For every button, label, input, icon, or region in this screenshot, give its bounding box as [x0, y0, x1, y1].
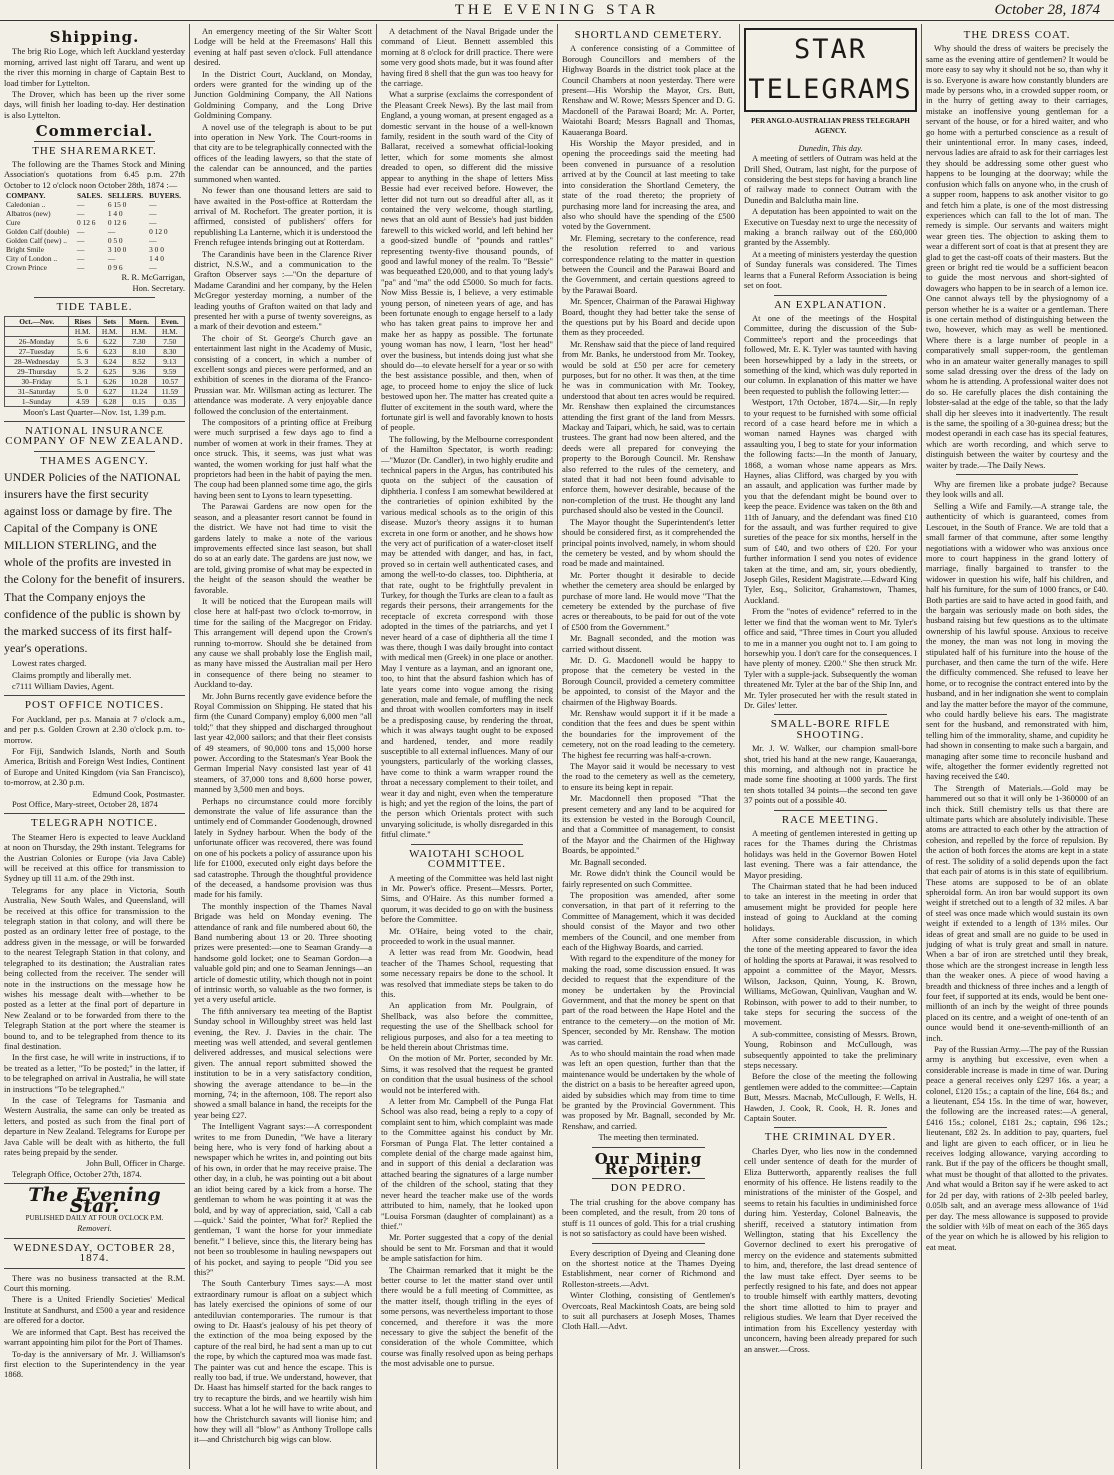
header-date: October 28, 1874	[994, 2, 1100, 18]
divider	[4, 1268, 185, 1269]
paragraph: After some considerable discussion, in which the tone of the meeting appeared to favor the idea of holding the sports at Parawai, it was resolved to appoint a committee of the Mayor, Messrs. Wilson, Jackson, Quinn, Young, K. Brown, Williams, McGowan, Quinlivan, Vaughan and W. Robinson, with power to add to their number, to take steps for securing the success of the movement.	[744, 934, 917, 1028]
table-cell: 31–Saturday	[5, 386, 69, 396]
table-cell: 8.52	[123, 356, 155, 366]
table-cell: Golden Calf (new) ..	[6, 236, 67, 246]
table-cell: —	[149, 263, 157, 273]
divider	[34, 141, 155, 142]
paragraph: A conference consisting of a Committee of Borough Councillors and members of the Highway Boards in the district took place at the Council Chambers at noon yesterday. There were present—His Worship the Mayor, Crs. Butt, Renshaw and W. Rowe; Messrs Spencer and D. G. Macdonell of the Parawai Board; Mr. A. Porter, Waiotahi Board; Messrs Bagnall and Thomas, Kauaeranga Board.	[562, 43, 735, 137]
paragraph: For Auckland, per p.s. Manaia at 7 o'clock a.m., and per p.s. Golden Crown at 2.30 o'clock p.m. to-morrow.	[4, 713, 185, 745]
table-cell: —	[76, 236, 85, 246]
paragraph: Mr. O'Haire, being voted to the chair, proceeded to work in the usual manner.	[381, 925, 553, 946]
table-cell: 3 10 0	[107, 245, 127, 255]
paragraph: The Carandinis have been in the Clarence River district, N.S.W., and a communication to the Grafton Observer says :—"On the departure of Madame Carandini and her company, by the Helen McGregor yesterday morning, a number of the leading youths of Grafton waited on that lady and presented her with a purse of twenty sovereigns, as a mark of their devotion and esteem."	[194, 248, 372, 332]
table-cell: 1–Sunday	[5, 396, 69, 406]
dyer-heading: THE CRIMINAL DYER.	[764, 1131, 897, 1144]
table-cell: H.M.	[155, 326, 184, 336]
table-row	[4, 200, 185, 209]
column-5	[744, 26, 917, 1466]
paragraph: A detachment of the Naval Brigade under the command of Lieut. Bennett assembled this morning at 8 o'clock for drill practice. There were some very good shots made, but it was found after having fired 8 shell that the gun was too heavy for the carriage.	[381, 26, 553, 89]
table-cell: 5. 6	[69, 336, 97, 346]
star-telegrams-banner: STAR TELEGRAMS	[744, 28, 917, 112]
table-row	[4, 236, 185, 245]
table-cell: 10.57	[155, 376, 184, 386]
paragraph: That the Company enjoys the confidence of the public is shown by the marked success of its first half-year's operations.	[4, 590, 181, 656]
publication-note: PUBLISHED DAILY AT FOUR O'CLOCK P.M.	[25, 1214, 164, 1223]
table-header: Oct.—Nov.	[5, 316, 69, 326]
paragraph: Mr. Spencer, Chairman of the Parawai Highway Board, thought they had better take the sense of the questions put by his Board and decide upon them as they proceeded.	[562, 296, 735, 338]
table-row	[4, 263, 185, 272]
masthead: THE EVENING STAR	[454, 2, 660, 18]
rifle-heading: SMALL-BORE RIFLE SHOOTING.	[770, 718, 891, 741]
paragraph: The trial crushing for the above company has been completed, and the result, from 20 tons of stuff is 11 ounces of gold. This for a trial crushing is not so satisfactory as could have been wished.	[562, 1196, 735, 1239]
race-heading: RACE MEETING.	[781, 813, 880, 826]
paragraph: The following are the Thames Stock and Mining Association's quotations from 6.45 p.m. 27th October to 12 o'clock noon October 28th, 1874 :—	[4, 159, 185, 190]
table-cell: 6.25	[96, 366, 123, 376]
divider	[774, 295, 887, 296]
paragraph: The brig Rio Loge, which left Auckland yesterday morning, arrived last night off Tararu, and went up the river this morning in charge of Captain Best to load timber for Lyttelton.	[4, 46, 185, 88]
table-cell: —	[76, 209, 85, 219]
table-cell: 6 15 0	[107, 200, 127, 210]
paragraph: Lowest rates charged.	[12, 658, 87, 669]
paragraph: Why should the dress of waiters be precisely the same as the evening attire of gentlemen? It would be more easy to say why it should not be so, than why it is so. Everyone is aware how constantly blunders are made by persons who, in a crowded supper room, or in the hurry of getting away to their carriages, mistake an inoffensive young gentleman for a servant of the house, or for a hired waiter, and who go home with a perturbed conscience as a result of their unintentional error. In many cases, indeed, nervous ladies are afraid to ask for their carriages lest they should be addressing some other guest who happens to be lounging at the doorway; while the confusion which falls on anyone who, in the crush of a supper room, happens to ask another visitor to go and fetch him a plate, is one of the most distressing experiences which can fall to the lot of man. The remedy is simple. Our servants and waiters might wear green ties. The objection to asking them to wear a different sort of coat is that at present they are glad to get the cast-off coats of their masters. But the green or bright red tie would be a sufficient beacon to guide the most nervous and short-sighted of dowagers who happen to be in search of a lemon ice. One cannot always tell by the physiognomy of a person whether he is a waiter or a gentleman. There is one certain method of distinguishing between the two, however, which may as well be mentioned. Where there is a large number of people in a comparatively small supper-room, the gentleman who in an amateur waiter generally manages to spill some salad dressing over the dress of the lady on whom he is attending. A professional waiter does not do so. He carefully places the dish containing the lobster-salad at the edge of the table, so that the lady shall dip her sleeves into it inadvertently. The result is the same, the spoiling of a 30-guinea dress; but the modest operandi in each case has its special features, which are worth recording, and which serve to distinguish between the waiter by courtesy and the waiter by trade.—The Daily News.	[926, 43, 1108, 470]
table-row	[4, 218, 185, 227]
column-rule	[921, 24, 922, 1469]
paragraph: A letter was read from Mr. Goodwin, head teacher of the Thames School, requesting that some necessary repairs be done to the school. It was resolved that immediate steps be taken to do this.	[381, 947, 553, 999]
table-row	[4, 227, 185, 236]
divider	[592, 1147, 705, 1148]
paragraph: Mr. Rowe didn't think the Council would be fairly represented on such Committee.	[562, 868, 735, 889]
paragraph: In the District Court, Auckland, on Monday, orders were granted for the winding up of the Junction Goldmining Company, the All Nations Goldmining Company, and the Long Drive Goldmining Company.	[194, 68, 372, 121]
table-row	[4, 245, 185, 254]
paragraph: What a surprise (exclaims the correspondent of the Pleasant Creek News). By the last mail from England, a young woman, at present engaged as a domestic servant in the house of a well-known family, resident in the south ward of the City of Ballarat, received a somewhat official-looking letter, which for some moments she almost dreaded to open, so different did the missive appear to anything in the shape of letters Miss Bessie had ever received before. However, the letter did not turn out so dreadful after all, as it contained the very welcome, though startling, news that an old aunt of Bessie's had just bidden farewell to this wicked world, and left behind her a good-sized bundle of "pounds and rattles" representing twenty-five thousand pounds, of good and lawful money of the realm. To "Bessie" was bequeathed £20,000, and to that young lady's "pa" and "ma" the odd £5000. So much for facts. Now Miss Bessie is, I believe, a very estimable young person, of nineteen years of age, and has been fortunate enough to engage herself to a lady who has taken great pains to improve her and make her as happy as possible. The fortunate young woman has now, I learn, "lost her head" over the business, but intends doing just what she should do—to elevate herself for a year or so with the best assistance possible, and then, when of age, to proceed home to enjoy the slice of luck bestowed upon her. The matter has created quite a flutter of excitement in the south ward, where the fortunate girl is well and favorably known to hosts of people.	[381, 89, 553, 433]
paragraph: Pay of the Russian Army.—The pay of the Russian army is anything but excessive, even when a considerable increase is made in time of war. During peace a general receives only £297 16s. a year; a colonel, £120 15s.; a captain of the line, £64 8s.; and a lieutenant, £54 15s. In the time of war, however, the following are the increased rates:—A general, £416 15s.; colonel, £181 2s.; captain, £96 12s.; lieutenant, £82 2s. In addition to pay, quarters, fuel and light are given to each officer, or in lieu he receives lodging allowance, varying according to rank. But if the pay of the officers be thought small, what must be thought of that allotted to the privates. And what would a Briton say if he were asked to act for 2d per day, with rations of 2-3lb peeled barley, 0.05lb salt, and an average mess allowance of 1¼d per day. The mess allowance is supposed to provide the soldier with ½lb of meat on each of the 365 days of the year on which he is allowed by his religion to eat meat.	[926, 1044, 1108, 1252]
table-cell: 10.28	[123, 376, 155, 386]
column-4	[562, 26, 735, 1466]
divider	[4, 695, 185, 696]
paragraph: From the "notes of evidence" referred to in the letter we find that the woman went to Mr. Tyler's office and said, "Three times in Court you alluded to me in a manner you ought not to. I am going to horsewhip you. I don't care for the consequences. I have plenty of money. £200." She then struck Mr. Tyler with a supple-jack. Subsequently the woman threatened Mr. Tyler at the bar of the Ship Inn, and Mr. Tyler prosecuted her with the result stated in Dr. Giles' letter.	[744, 606, 917, 710]
dateline: Post Office, Mary-street, October 28, 1874	[12, 799, 158, 809]
table-cell: H.M.	[69, 326, 97, 336]
table-cell: 7.30	[123, 336, 155, 346]
paragraph: The Chairman stated that he had been induced to take an interest in the meeting in order that amusement might be provided for people here instead of going to Auckland at the coming holidays.	[744, 881, 917, 933]
table-cell: 5. 2	[69, 366, 97, 376]
table-cell: Crown Prince	[6, 263, 47, 273]
divider	[774, 810, 887, 811]
table-cell: 5. 0	[69, 386, 97, 396]
table-cell: Golden Calf (double)	[6, 227, 70, 237]
table-cell: —	[76, 245, 85, 255]
paragraph: Mr. Porter suggested that a copy of the denial should be sent to Mr. Forsman and that it would be ample satisfaction for him.	[381, 1232, 553, 1264]
paragraph: Mr. Porter thought it desirable to decide whether the cemetery area should be enlarged by purchase of more land. He would move "That the cemetery be extended by the purchase of five acres or thereabouts, to be paid for out of the vote of £500 from the Government."	[562, 569, 735, 632]
table-header: BUYERS.	[149, 191, 181, 201]
share-table	[4, 191, 185, 272]
table-cell: 1 4 0	[107, 209, 123, 219]
dress-coat-heading: THE DRESS COAT.	[963, 29, 1071, 41]
table-cell: H.M.	[96, 326, 123, 336]
table-cell: 7.50	[155, 336, 184, 346]
moon-note: Moon's Last Quarter—Nov. 1st, 1.39 p.m.	[22, 406, 167, 417]
paragraph: On the motion of Mr. Porter, seconded by Mr. Sims, it was resolved that the request be granted on condition that the usual business of the school would not be interfered with.	[381, 1053, 553, 1095]
paragraph: Mr. Renshaw said that the piece of land required from Mr. Banks, he understood from Mr. Tookey, would be sold at £50 per acre for cemetery purposes, but for no other. It was then, at the time he was in communication with Mr. Tookey, understood that about ten acres would be required. Mr. Renshaw then explained the circumstances attending the first grant of the land from Messrs. Mackay and Taipari, which, he said, was to certain trustees. The grant had now been altered, and the deeds were all prepared for conveying the property to the Borough Council. Mr. Renshaw also referred to the rules of the cemetery, and stated that it had not been found advisable to enforce them, however desirable, because of the non-completion of the trust. He thought any land purchased should also be vested in the Council.	[562, 338, 735, 516]
divider	[592, 1178, 705, 1179]
agency-heading: THAMES AGENCY.	[40, 454, 149, 467]
table-row	[5, 376, 185, 386]
paragraph: The Parawai Gardens are now open for the season, and a pleasanter resort cannot be found in the district. We have not had time to visit the gardens lately to make a note of the various improvements effected since last season, but shall do so at an early date. The gardens are just now, we are told, giving promise of what may be expected in the height of the season should the weather be favorable.	[194, 501, 372, 595]
divider	[34, 297, 155, 298]
paragraph: The compositors of a printing office at Freiburg were much surprised a few days ago to find a number of women at work in their frames. They at once struck. This, it seems, was just what was wanted, the women working for just half what the proprietors had been in the habit of paying the men. The coup had been planned some time ago, the girls having been sent to Lyons to learn typesetting.	[194, 417, 372, 500]
table-cell: 6.22	[96, 336, 123, 346]
table-cell: 26–Monday	[5, 336, 69, 346]
paragraph: The Mayor said it would be necessary to vest the road to the cemetery as well as the cemetery, to ensure its being kept in repair.	[562, 761, 735, 792]
paragraph: A sub-committee, consisting of Messrs. Brown, Young, Robinson and McCullough, was subsequently appointed to take the preliminary steps necessary.	[744, 1028, 917, 1070]
table-cell: 9.36	[123, 366, 155, 376]
paragraph: A meeting of the Committee was held last night in Mr. Power's office. Present—Messrs. Porter, Sims, and O'Haire. As this number formed a quorum, it was decided to go on with the business before the Committee.	[381, 872, 553, 925]
paragraph: His Worship the Mayor presided, and in opening the proceedings said the meeting had been convened in pursuance of a resolution arrived at by the Council at last meeting to take into consideration the Shortland Cemetery, the state of the road thereto; the propriety of purchasing more land for increasing the area, and also who should have the spending of the £500 voted by the Government.	[562, 138, 735, 232]
paragraph: Mr. Macdonnell then proposed "That the present cemetery and any land to be acquired for its extension be vested in the Borough Council, and that a Committee of management, to consist of the Mayor and the Chairmen of the Highway Boards, be appointed."	[562, 793, 735, 856]
share-header-row	[4, 191, 185, 200]
table-header: COMPANY.	[6, 191, 46, 201]
divider	[956, 474, 1078, 475]
table-cell: 11.59	[155, 386, 184, 396]
mining-heading: Our Mining Reporter.	[594, 1149, 703, 1179]
paragraph: As to who should maintain the road when made was left an open question, further than that the maintenance would be undertaken by the whole of the district on a basis to be hereafter agreed upon, aided by subsidies which may from time to time be granted by the Provincial Government. This was proposed by Mr. Bagnall, seconded by Mr. Renshaw, and carried.	[562, 1048, 735, 1131]
table-cell: 1 4 0	[149, 254, 164, 264]
table-cell: 8.30	[155, 346, 184, 356]
divider	[4, 421, 185, 422]
table-cell: 9.59	[155, 366, 184, 376]
table-cell: —	[76, 200, 85, 210]
paragraph: An emergency meeting of the Sir Walter Scott Lodge will be held at the Freemasons' Hall this evening at half past seven o'clock. Full attendance desired.	[194, 26, 372, 68]
issue-dateline: WEDNESDAY, OCTOBER 28, 1874.	[13, 1241, 176, 1265]
table-cell: 0 5 0	[107, 236, 123, 246]
divider	[774, 1127, 887, 1128]
tide-table	[4, 316, 185, 407]
table-header: SALES.	[76, 191, 103, 201]
table-header: Rises	[69, 316, 97, 326]
paragraph: Mr. D. G. Macdonell would be happy to propose that the cemetery be vested in the Borough Council, provided a cemetery committee be appointed, to consist of the Mayor and the chairmen of the Highway Boards.	[562, 654, 735, 707]
table-cell: —	[76, 227, 85, 237]
paragraph: The choir of St. George's Church gave an entertainment last night in the Academy of Music, consisting of a concert, in which a number of excellent songs and pieces were performed, and an exhibition of scenes in the diorama of the Franco-Prussian war. Mr. Willsman acting as lecturer. The attendance was moderate. A very enjoyable dance followed the conclusion of the entertainment.	[194, 332, 372, 416]
tide-header-row	[5, 316, 185, 326]
table-cell: —	[149, 236, 157, 246]
sharemarket-heading: THE SHAREMARKET.	[32, 144, 157, 157]
divider	[4, 813, 185, 814]
paragraph: At a meeting of ministers yesterday the question of Sunday funerals was considered. The Times learns that a Funeral Reform Association is being set on foot.	[744, 248, 917, 291]
paragraph: Mr. Renshaw would support it if it be made a condition that the fees and dues be spent within the boundaries for the improvement of the cemetery, not on the road leading to the cemetery. The highest fee recurring was half-a-crown.	[562, 708, 735, 760]
table-cell: 30–Friday	[5, 376, 69, 386]
table-header: Sets	[96, 316, 123, 326]
table-cell: 5. 1	[69, 376, 97, 386]
table-cell: 4.59	[69, 396, 97, 406]
telegraph-heading: TELEGRAPH NOTICE.	[31, 817, 158, 830]
post-office-heading: POST OFFICE NOTICES.	[24, 699, 165, 712]
paragraph: It will be noticed that the European mails will close here at half-past two o'clock to-morrow, in time for the sailing of the Macgregor on Friday. This arrangement will depend upon the Crown's running to-morrow. Should she be detained from any cause we shall probably lose the English mail, as many have missed the Australian mail per Hero in consequence of there being no steamer to Auckland to-day.	[194, 595, 372, 690]
table-cell: —	[149, 209, 157, 219]
advertisement: Winter Clothing, consisting of Gentlemen's Overcoats, Real Mackintosh Coats, are being sold to suit all purchasers at Joseph Moses, Thames Cloth Hall.—Advt.	[562, 1290, 735, 1332]
paragraph: With regard to the expenditure of the money for making the road, some discussion ensued. It was decided to request that the expenditure of the money be undertaken by the Provincial Government, and that the money be spent on that part of the road between the Hape Hotel and the entrance to the cemetery—on the motion of Mr. Spencer, seconded by Mr. Renshaw. The motion was carried.	[562, 953, 735, 1047]
advertisement: Every description of Dyeing and Cleaning done on the shortest notice at the Thames Dyeing Establishment, near corner of Richmond and Rolleston-streets.—Advt.	[562, 1247, 735, 1289]
table-cell: H.M.	[123, 326, 155, 336]
explanation-heading: AN EXPLANATION.	[774, 298, 887, 311]
paragraph: Before the close of the meeting the following gentlemen were added to the committee:—Captain Butt, Messrs. Macnab, McCullough, F. Wells, H. Hawden, J. Cook, R. Cook, H. R. Jones and Captain Souter.	[744, 1071, 917, 1123]
table-cell: 0 12 6	[76, 218, 96, 228]
table-cell: —	[76, 263, 85, 273]
paragraph: The Chairman remarked that it might be the better course to let the matter stand over until there would be a full meeting of Committee, as the matter itself, though trifling in the eyes of some persons, was nevertheless important to those concerned, and therefore it was the more necessary to give the subject the benefit of the consideration of the whole Committee, which course was finally resolved upon as being perhaps the most advisable one to pursue.	[381, 1264, 553, 1369]
signature-title: Hon. Secretary.	[132, 282, 185, 293]
table-cell: 8.10	[123, 346, 155, 356]
table-cell: —	[107, 227, 116, 237]
divider	[592, 1243, 705, 1244]
dateline: Telegraph Office, October 27th, 1874.	[12, 1168, 142, 1179]
column-rule	[189, 24, 190, 1469]
paragraph: A letter from Mr. Campbell of the Punga Flat School was also read, being a reply to a copy of complaint sent to him, which complaint was made to the Committee against his conduct by Mr. Forsman of Punga Flat. The letter contained a complete denial of the charge made against him, and in support of this denial a declaration was attached bearing the signatures of a large number of the children of the school, stating that they never heard the teacher make use of the words attributed to him, namely, that he looked upon "Louisa Forsman (daughter of complainant) as a thief."	[381, 1096, 553, 1231]
agency-line: PER ANGLO-AUSTRALIAN PRESS TELEGRAPH AGENCY.	[751, 117, 910, 136]
paragraph: We are informed that Capt. Best has received the warrant appointing him pilot for the Port of Thames.	[4, 1326, 185, 1348]
table-row	[4, 254, 185, 263]
table-row	[5, 396, 185, 406]
paragraph: The Drover, which has been up the river some days, will finish her loading to-day. Her destination is also Lyttelton.	[4, 89, 185, 120]
paragraph: No fewer than one thousand letters are said to have awaited in the Post-office at Rotterdam the arrival of M. Rochefort. The greater portion, it is affirmed, consisted of publishers' offers for republishing La Lanterne, which it is understood the French refugee intends bringing out at Rotterdam.	[194, 185, 372, 248]
table-row	[4, 209, 185, 218]
paragraph: A deputation has been appointed to wait on the Executive on Tuesday next to urge the necessity of making a branch railway out of the £60,000 granted by the Assembly.	[744, 206, 917, 248]
table-cell: —	[76, 254, 85, 264]
table-cell: Bright Smile	[6, 245, 44, 255]
table-cell: 6.26	[96, 376, 123, 386]
divider	[34, 451, 155, 452]
column-3	[381, 26, 553, 1466]
paragraph: The fifth anniversary tea meeting of the Baptist Sunday school in Willoughby street was held last evening, the Rev. J. Davies in the chair. The meeting was well attended, and several gentlemen delivered addresses, and musical selections were given. The annual report submitted showed the institution to be in a very satisfactory condition, showing the average attendance to be—in the morning, 74; in the afternoon, 108. The report also showed a small balance in hand, the receipts for the year being £27.	[194, 1005, 372, 1120]
removeri: Removeri.	[77, 1223, 112, 1234]
paragraph: The Strength of Materials.—Gold may be hammered out so that it will only be 1-360000 of an inch thick. Still chemistry tells us that there are ultimate parts which are absolutely indivisible. These atoms are attracted to each other by the attraction of cohesion, and repelled by the force of repulsion. By the action of both forces the atoms are kept in a state of rest. The solidity of a solid depends upon the fact that each pair of atoms is in this state of equilibrium. These atoms are supposed to be of an oblate spheroidal form. An iron bar would support its own weight if stretched out to a length of 32 miles. A bar of steel was once made which would sustain its own weight if extended to a length of 13⅓ miles. Our ideas of great and small are no guide to be used in judging of what is truly great and small in nature. When a bar of iron are stretched until they break, those which are the strongest increase in length less than the weaker ones. A piece of wood having a breadth and thickness of three inches and a length of four feet, if supported at its ends, would be bent one-millionth of an inch by the weight of three pounds placed on its centre, and a weight of one-tenth of an ounce would bend it one-seventh-millionth of an inch.	[926, 782, 1108, 1043]
signature: John Bull, Officer in Charge.	[86, 1158, 185, 1169]
column-rule	[376, 24, 377, 1469]
table-cell	[5, 326, 69, 336]
paragraph: The monthly inspection of the Thames Naval Brigade was held on Monday evening. The attendance of rank and file numbered about 60, the Band numbering about 13 or 20. Three shooting prizes were presented:—one to Seaman Grandy—a handsome gold locket; one to Seaman Gordon—a valuable gold pin; and one to Seaman Jennings—an article of domestic utility, which though not in point of intrinsic worth, so valuable as the two former, is yet a very useful article.	[194, 900, 372, 1005]
table-row	[5, 356, 185, 366]
waiotahi-heading: WAIOTAHI SCHOOL COMMITTEE.	[409, 847, 525, 871]
signature: R. R. McGarrigan,	[121, 272, 185, 283]
tide-subheader-row	[5, 326, 185, 336]
table-cell: 6.28	[96, 396, 123, 406]
paragraph: Charles Dyer, who lies now in the condemned cell under sentence of death for the murder of Eliza Butterworth, apparently realises the full enormity of his offence. He listens readily to the ministrations of the minister of the Gospel, and seems to retain his faculties in undiminished force during him. Yesterday, Colonel Balneavis, the sheriff, received a statutory intimation from Wellington, stating that his Excellency the Governor declined to exert his prerogative of mercy on the evidence and statements submitted to him, and, therefore, the last dread sentence of the law must take effect. Dyer seems to be perfectly resigned to his fate, and does not appear to trouble himself with earthly matters, devoting the short time allotted to him to prayer and religious studies. We learn that Dyer received the intimation from his Excellency yesterday with unconcern, having been already prepared for such an answer.—Cross.	[744, 1145, 917, 1354]
table-cell: 0.35	[155, 396, 184, 406]
table-cell: Albatros (new)	[6, 209, 51, 219]
paragraph: The proposition was amended, after some conversation, in that part of it referring to the Committee of Management, which it was decided should consist of the Mayor and two other members of the Council, and one member from each of the Highway Boards, and carried.	[562, 889, 735, 952]
paragraph: There was no business transacted at the R.M. Court this morning.	[4, 1272, 185, 1294]
paragraph: Why are firemen like a probate judge? Because they look wills and all.	[926, 479, 1108, 500]
table-cell: 9.13	[155, 356, 184, 366]
table-cell: 5. 3	[69, 356, 97, 366]
paragraph: In the first case, he will write in instructions, if to be treated as a letter, "To be posted;" in the latter, if to be telegraphed on arrival in Australia, he will state in instructions "To be telegraphed."	[4, 1052, 185, 1094]
paragraph: A meeting of gentlemen interested in getting up races for the Thames during the Christmas holidays was held in the Governor Bowen Hotel last evening. There was a fair attendance, the Mayor presiding.	[744, 828, 917, 880]
table-cell: 0.15	[123, 396, 155, 406]
table-header: Even.	[155, 316, 184, 326]
table-row	[5, 336, 185, 346]
paragraph: Claims promptly and liberally met.	[12, 669, 132, 680]
paragraph: Telegrams for any place in Victoria, South Australia, New South Wales, and Queensland, will be received at this office for transmission to the telegraph station in that colony, and will there be posted as an ordinary letter free of postage, to the address given in the message, or will be forwarded to the nearest Telegraph Station in that colony, and telegraphed to its destination; the Australian rates being collected from the receiver. The sender will note in the instructions on the message how he wishes his message dealt with—whether to be posted as a letter at the final port of departure in New Zealand or to be forwarded from there to the Telegraph Station at the port where the steamer is bound to, and to be telegraphed from thence to its final destination.	[4, 884, 185, 1051]
paragraph: Mr. Bagnall seconded.	[570, 856, 647, 867]
paper-title: The Evening Star.	[28, 1184, 161, 1217]
table-cell: 0 12 6	[107, 218, 127, 228]
table-row	[5, 346, 185, 356]
paragraph: The Steamer Hero is expected to leave Auckland at noon on Thursday, the 29th instant. Telegrams for the Austrian Colonies or Europe (via Java Cable) will be received at this office for transmission to Sydney up till 11 a.m. of the 29th inst.	[4, 831, 185, 884]
table-cell: 27–Tuesday	[5, 346, 69, 356]
table-cell: Caledonian ..	[6, 200, 46, 210]
cemetery-heading: SHORTLAND CEMETERY.	[574, 29, 723, 41]
table-cell: 11.24	[123, 386, 155, 396]
table-row	[5, 386, 185, 396]
table-row	[5, 366, 185, 376]
signature: c7111 William Davies, Agent.	[12, 680, 115, 691]
paragraph: A meeting of settlers of Outram was held at the Drill Shed, Outram, last night, for the purpose of considering the best steps for having a branch line of railway made to connect Outram with the Dunedin and Balclutha main line.	[744, 153, 917, 205]
paragraph: The following, by the Melbourne correspondent of the Hamilton Spectator, is worth reading:—"Muzor (Dr. Candler), in two highly erudite and technical papers in the Argus, has contributed his quota on the subject of the causation of diphtheria. I confess I am somewhat bewildered at the contrarieties of opinion exhibited by the various medical schools as to the origin of this disease. Muzor's theory assigns it to human excreta in one form or another, and he shows how the very act of purification of a water-closet itself may be attended with danger, and has, in fact, proved so in certain well authenticated cases, and among the well-to-do classes, too. Diphtheria, at that rate, ought to be frightfully prevalent in Turkey, for though the Turks are clean to a fault as regards their persons, their arrangements for the receptacle of excreta correspond with those adopted in the times of the patriarchs, and yet I never heard of a case of diphtheria all the time I was there, though I was daily brought into contact with medical men (Greek) in one place or another. May I venture as a layman, and an ignorant one, too, to hint that the absurd fashion which has of late years come into vogue among the rising generation, male and female, of muffling the neck and throat with woollen comforters may in itself be a predisposing cause, by rendering the throat, which it was always taught ought to be exposed and hardened, tender, and more readily susceptible to all external influences. Many of our youngsters, particularly of the working classes, have come to think a warm wrapper round the throat a necessary complement to their toilet, and wear it day and night, even when the temperature is high; and yet the region of the loins, the part of the person which Orientals protect with such unvarying solicitude, is wholly disregarded in this fitful climate."	[381, 433, 553, 840]
paragraph: In the case of Telegrams for Tasmania and Western Australia, the same can only be treated as letters, and posted as such from the final port of departure in New Zealand. Telegrams for Europe per Java Cable will be dealt with as hitherto, the full rates being prepaid by the sender.	[4, 1094, 185, 1157]
commercial-heading: Commercial.	[35, 122, 154, 141]
paragraph: To-day is the anniversary of Mr. J. Williamson's first election to the Superintendency in the year 1868.	[4, 1348, 185, 1380]
table-cell: 6.24	[96, 356, 123, 366]
divider	[411, 844, 523, 845]
insurance-heading: NATIONAL INSURANCE COMPANY OF NEW ZEALAND.	[5, 424, 184, 448]
table-header: Morn.	[123, 316, 155, 326]
table-cell: 5. 6	[69, 346, 97, 356]
dateline: Dunedin, This day.	[798, 142, 863, 153]
table-cell: —	[149, 200, 157, 210]
paragraph: Selling a Wife and Family.—A strange tale, the authenticity of which is guaranteed, comes from Lescouet, in the South of France. We are told that a small farmer of that commune, after some lengthy negotiations with a widower who was anxious once more to court happiness in the grand lottery of marriage, finally bargained to transfer to the widower in question his wife, half his children, and half his furniture, for the sum of 1000 francs, or £40. Both parties are said to have acted in good faith, and the bargain was seriously made on both sides, the husband raising but few questions as to the ultimate ownership of his lawful spouse. Anxious to receive the money, the man was not long in moving the stipulated half of his furniture into the house of the purchaser, and then came the turn of the wife. Here the difficulty commenced. She refused to leave her home, or to recognise the contract entered into by the husband, and in her indignation she went to complain and lay the matter before the mayor of the commune, who could hardly believe his ears. The magistrate sent for the husband, and remonstrated with him, telling him of the immorality, shame, and cupidity he had shown in consenting to make such a bargain, and managing after some time to reconcile husband and wife, altogether the former evidently regretted not having received the £40.	[926, 500, 1108, 782]
paragraph: Perhaps no circumstance could more forcibly demonstrate the value of life assurance than the untimely end of Commander Goodenough, drowned lately in Sydney harbour. When the body of the unfortunate officer was recovered, there was found on one of his pockets a policy of assurance upon his life for £1000, executed only eight days before the sad catastrophe. Through the thoughtful providence of the deceased, a handsome provision was thus made for his family.	[194, 795, 372, 900]
paragraph: The meeting then terminated.	[598, 1132, 699, 1143]
shipping-heading: Shipping.	[49, 28, 140, 46]
column-rule	[739, 24, 740, 1469]
table-cell: —	[149, 218, 157, 228]
table-cell: 0 9 6	[107, 263, 123, 273]
paragraph: A novel use of the telegraph is about to be put into operation in New York. The Court-rooms in that city are to be telegraphically connected with the offices of the leading lawyers, so that the state of the calendar can be announced, and the parties summoned when wanted.	[194, 121, 372, 184]
column-2	[194, 26, 372, 1466]
table-cell: 0 12 0	[149, 227, 168, 237]
paragraph: Mr. Bagnall seconded, and the motion was carried without dissent.	[562, 633, 735, 654]
paragraph: Westport, 17th October, 1874.—Sir,—In reply to your request to be furnished with some official record of a case heard before me in which a woman named Haynes was charged with assaulting you, I beg to state for your information the following facts:—In the month of January, 1868, a woman whose name appears as Mrs. Haynes, alias Clifford, was charged by you with an assault, and application was further made by you that the defendant might be bound over to keep the peace. Evidence was taken on the 8th and 11th of January, and the defendant was fined £10 for the assault, and was further required to give sureties of the peace for six months, herself in the sum of £40, and two others of £20. For your further information I send you notes of evidence taken at the time, and am, sir, yours obediently, Joseph Giles, Resident Magistrate.—Edward King Tyler, Esq., Solicitor, Grahamstown, Thames, Auckland.	[744, 397, 917, 605]
paragraph: An application from Mr. Poulgrain, of Shellback, was also before the committee, requesting the use of the Shellback school for religious purposes, and also for a tea meeting to be held therein about Christmas time.	[381, 1000, 553, 1052]
paragraph: At one of the meetings of the Hospital Committee, during the discussion of the Sub-Committee's report and the proceedings that followed, Mr. E. K. Tyler was taunted with having been horsewhipped by a lady in the streets, or something of the kind, which was duly reported in our column. In explanation of this matter we have been requested to publish the following letter:—	[744, 312, 917, 396]
table-cell: 29–Thursday	[5, 366, 69, 376]
column-rule	[557, 24, 558, 1469]
paragraph: The Intelligent Vagrant says:—A correspondent writes to me from Dunedin, "We have a literary being here, who is very fond of harking about a newspaper which he writes in, and pointing out bits of his own, in order that he may receive praise. The other day, in a club, he was pointing out a bit about an idiot being cared by a kick from a horse. The gentleman to whom he was pointing it at was the bold, and by way of appreciation, said, 'Call a cab—quick.' Said the pointer, 'What for?' Replied the gentleman, 'I want the horse for your immediate benefit.'" I believe, since this, the literary being has not been so troublesome in hauling newspapers out of his pocket, and saying to people "Did you see this?"	[194, 1121, 372, 1277]
paragraph: Mr. Fleming, secretary to the conference, read the resolution referred to and various correspondence relating to the matter in question between the Council and the Parawai Board and the Government, and certain questions agreed to by the Parawai Board.	[562, 232, 735, 295]
paragraph: Mr. John Burns recently gave evidence before the Royal Commission on Shipping. He stated that his firm (the Cunard Company) employ 6,000 men "all told;" that they shipped and discharged throughout last year 42,000 sailors; and that their fleet consists of 49 steamers, of 90,000 tons and 15,000 horse power. According to the Statesman's Year Book the German Imperial Navy consisted last year of 41 steamers, of 37,000 tons and 8,600 horse power, manned by 3,500 men and boys.	[194, 690, 372, 795]
paragraph: The South Canterbury Times says:—A most extraordinary rumour is afloat on a subject which has lately exercised the opinions of some of our antediluvian contemporaries. The rumour is that owing to Dr. Haast's jealousy of his pet theory of the extinction of the moa being exposed by the capture of the real bird, he had sent a man up to cut the rope, by which the captured moa was made fast. The painter was cut and hence the escape. This is really too bad, if true. We understand, however, that Dr. Haast has himself started for the back ranges to try to recapture the birds, and we heartily wish him success. What a lot he will have to write about, and how the Christchurch savants will lionise him; and how they will all "blow" as Anthony Trollope calls it—and Christchurch big wigs can blow.	[194, 1278, 372, 1445]
paragraph: UNDER Policies of the NATIONAL insurers have the first security against loss or damage by fire. The Capital of the Company is ONE MILLION STERLING, and the whole of the profits are invested in the Colony for the benefit of insurers.	[4, 470, 185, 587]
pedro-heading: DON PEDRO.	[610, 1182, 687, 1195]
table-cell: 3 0 0	[149, 245, 164, 255]
divider	[774, 714, 887, 715]
page-header	[0, 0, 1114, 21]
column-6	[926, 26, 1108, 1466]
tide-heading: TIDE TABLE.	[56, 301, 133, 314]
signature: Edmund Cook, Postmaster.	[92, 788, 185, 799]
insurance-ad	[4, 469, 185, 657]
table-cell: 6.23	[96, 346, 123, 356]
table-cell: Cure	[6, 218, 21, 228]
divider	[4, 1238, 185, 1239]
paragraph: For Fiji, Sandwich Islands, North and South America, British and Foreign West Indies, Continent of Europe and United Kingdom (via San Francisco), to-morrow, at 2.30 p.m.	[4, 745, 185, 788]
table-cell: —	[107, 254, 116, 264]
table-header: SELLERS.	[107, 191, 143, 201]
table-cell: City of London ..	[6, 254, 58, 264]
table-cell: 28–Wednesday	[5, 356, 69, 366]
paragraph: There is a United Friendly Societies' Medical Institute at Sandhurst, and £500 a year and residence are offered for a doctor.	[4, 1294, 185, 1326]
column-1	[4, 26, 185, 1466]
paragraph: The Mayor thought the Superintendent's letter should be considered first, as it comprehended the principal points involved, namely, in whom should the cemetery be vested, and by whom should the road be made and maintained.	[562, 516, 735, 569]
table-cell: 6.27	[96, 386, 123, 396]
paragraph: Mr. J. W. Walker, our champion small-bore shot, tried his hand at the new range, Kauaeranga, this morning, and although not in practice he made some fine shooting at 1000 yards. The first ten shots totalled 34 points—the second ten gave 37 points out of a possible 40.	[744, 743, 917, 806]
